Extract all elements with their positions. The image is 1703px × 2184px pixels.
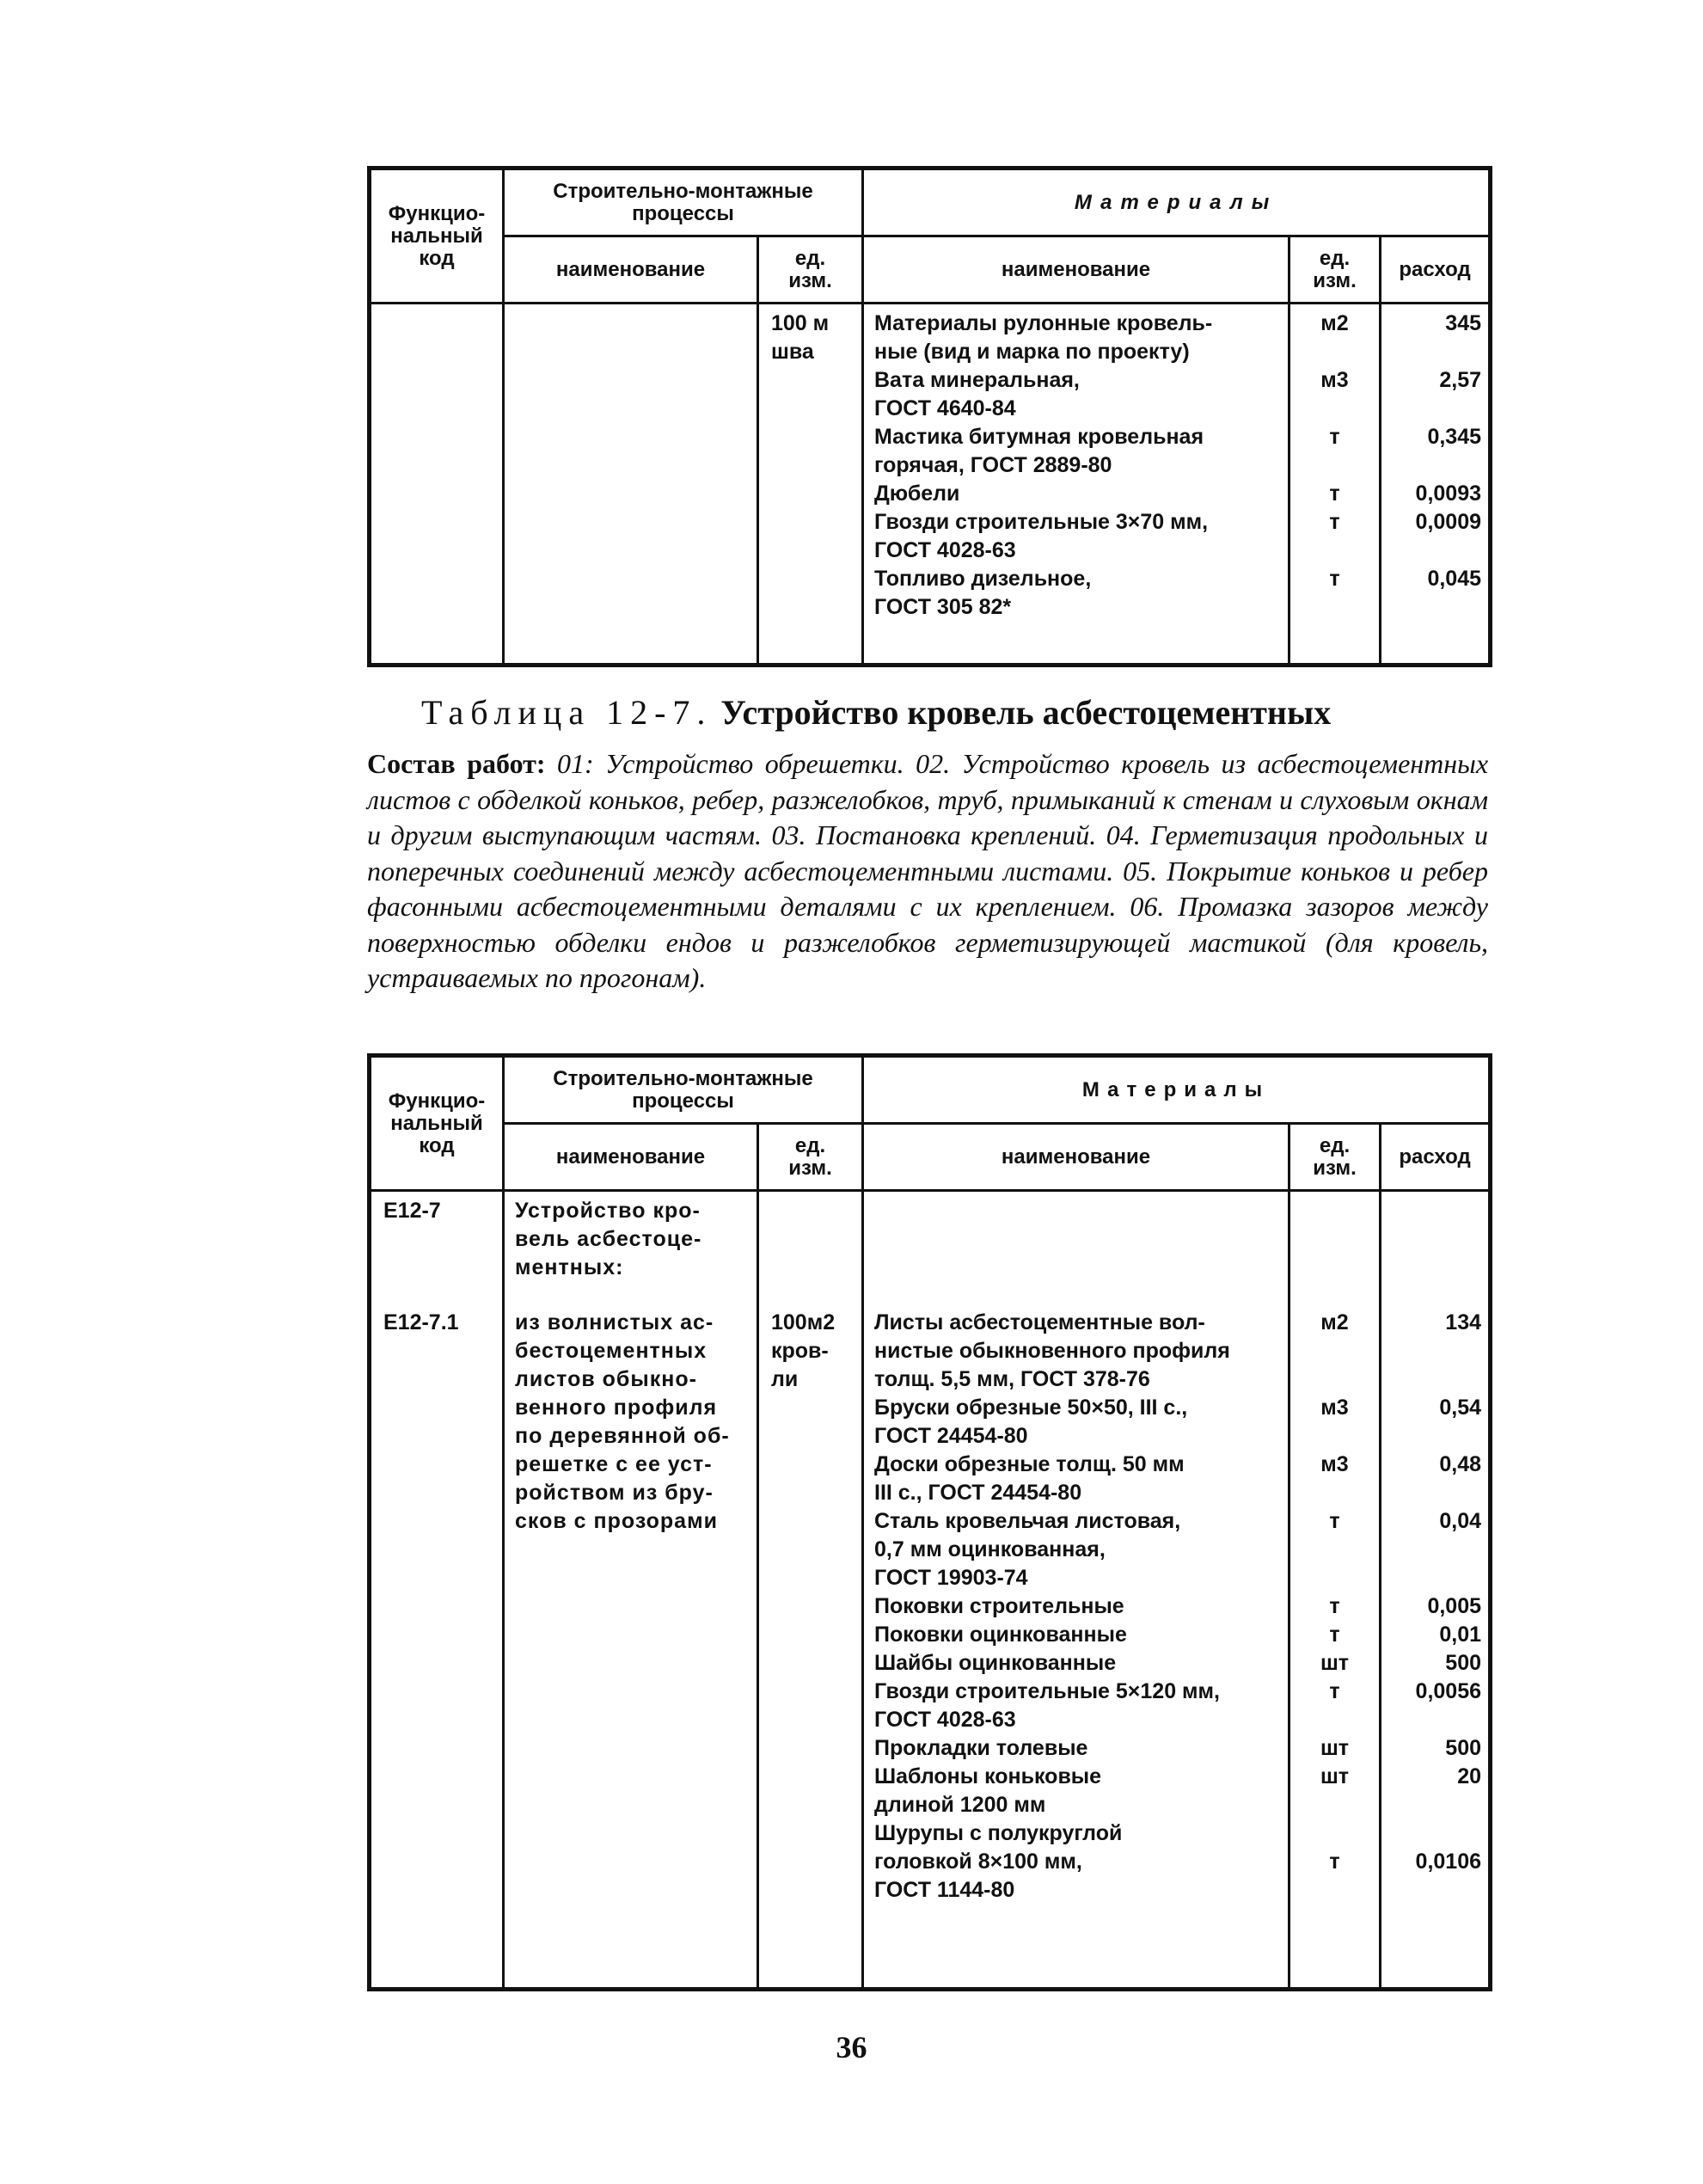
material-unit: м2 bbox=[1320, 1310, 1349, 1334]
material-unit: т bbox=[1329, 1679, 1340, 1703]
material-unit: шт bbox=[1320, 1764, 1350, 1788]
page-number: 36 bbox=[836, 2030, 867, 2064]
material-name: Поковки оцинкованные bbox=[874, 1623, 1127, 1647]
material-name: ГОСТ 24454-80 bbox=[874, 1424, 1028, 1448]
spacer-line bbox=[1392, 1564, 1481, 1592]
material-unit: м3 bbox=[1320, 1396, 1349, 1420]
material-name: ГОСТ 305 82* bbox=[874, 595, 1012, 619]
material-name: III с., ГОСТ 24454-80 bbox=[874, 1481, 1082, 1505]
material-unit: т bbox=[1329, 567, 1340, 591]
spacer-line bbox=[1392, 395, 1481, 423]
process-name: ройством из бру- bbox=[515, 1481, 714, 1505]
material-name: ные (вид и марка по проекту) bbox=[874, 340, 1190, 364]
spacer-line bbox=[1392, 1536, 1481, 1564]
spacer-line bbox=[1290, 1365, 1379, 1394]
material-name: Бруски обрезные 50×50, III с., bbox=[874, 1396, 1188, 1420]
material-qty: 345 bbox=[1445, 311, 1482, 335]
header-code: Функцио- нальный код bbox=[370, 169, 504, 304]
process-unit-cell: 100м2 кров- ли bbox=[758, 1191, 863, 1990]
spacer-line bbox=[1290, 1479, 1379, 1507]
header-code: Функцио- нальный код bbox=[370, 1056, 504, 1191]
material-qty: 0,01 bbox=[1439, 1623, 1482, 1647]
material-name: ГОСТ 1144-80 bbox=[874, 1878, 1015, 1902]
process-unit-cell: 100 м шва bbox=[758, 304, 863, 666]
material-name: ГОСТ 4028-63 bbox=[874, 538, 1016, 562]
material-name-cell bbox=[863, 1191, 1290, 1990]
spacer-line bbox=[1290, 1706, 1379, 1734]
header-process-unit: ед. изм. bbox=[758, 236, 863, 304]
spacer-line bbox=[1290, 338, 1379, 366]
spacer-line bbox=[1290, 451, 1379, 480]
spacer-line bbox=[515, 1282, 748, 1309]
spacer-line bbox=[1392, 451, 1481, 480]
material-qty: 0,48 bbox=[1439, 1452, 1482, 1476]
material-name: Прокладки толевые bbox=[874, 1736, 1088, 1760]
material-qty: 0,345 bbox=[1427, 425, 1482, 449]
material-name: Топливо дизельное, bbox=[874, 567, 1092, 591]
material-name: Вата минеральная, bbox=[874, 368, 1080, 392]
material-qty: 0,045 bbox=[1427, 567, 1482, 591]
material-name: Шурупы с полукруглой bbox=[874, 1821, 1123, 1845]
material-name: Шайбы оцинкованные bbox=[874, 1651, 1117, 1675]
material-name: головкой 8×100 мм, bbox=[874, 1850, 1082, 1874]
process-name: решетке с ее уст- bbox=[515, 1452, 713, 1476]
material-name: Поковки строительные bbox=[874, 1594, 1124, 1618]
material-name: нистые обыкновенного профиля bbox=[874, 1339, 1230, 1363]
spacer-line bbox=[1392, 1197, 1481, 1225]
process-name: бестоцементных bbox=[515, 1339, 708, 1363]
material-name: Доски обрезные толщ. 50 мм bbox=[874, 1452, 1185, 1476]
header-qty: расход bbox=[1381, 1124, 1491, 1191]
header-processes: Строительно-монтажные процессы bbox=[504, 1056, 863, 1124]
section-title: Таблица 12-7. Устройство кровель асбестоцементных bbox=[421, 693, 1332, 732]
material-unit: т bbox=[1329, 1850, 1340, 1874]
material-qty: 500 bbox=[1445, 1651, 1482, 1675]
spacer-line bbox=[1392, 1819, 1481, 1848]
spacer-line bbox=[1290, 1791, 1379, 1819]
material-unit: м3 bbox=[1320, 368, 1349, 392]
material-unit: т bbox=[1329, 425, 1340, 449]
spacer-line bbox=[1290, 1337, 1379, 1365]
spacer-line bbox=[874, 1225, 1281, 1254]
header-processes: Строительно-монтажные процессы bbox=[504, 169, 863, 236]
material-unit: т bbox=[1329, 482, 1340, 506]
spacer-line bbox=[1290, 1225, 1379, 1254]
material-name: толщ. 5,5 мм, ГОСТ 378-76 bbox=[874, 1367, 1150, 1391]
material-unit: шт bbox=[1320, 1651, 1350, 1675]
material-qty: 0,04 bbox=[1439, 1509, 1482, 1533]
material-unit: т bbox=[1329, 1623, 1340, 1647]
header-material-unit: ед. изм. bbox=[1290, 236, 1381, 304]
material-name: Гвозди строительные 5×120 мм, bbox=[874, 1679, 1220, 1703]
header-material-name: наименование bbox=[863, 1124, 1290, 1191]
spacer-line bbox=[1392, 1282, 1481, 1309]
material-name: длиной 1200 мм bbox=[874, 1793, 1046, 1817]
spacer-line bbox=[1290, 1536, 1379, 1564]
material-name-cell bbox=[863, 304, 1290, 666]
spacer-line bbox=[1290, 537, 1379, 565]
process-name: по деревянной об- bbox=[515, 1424, 730, 1448]
material-name: Гвозди строительные 3×70 мм, bbox=[874, 510, 1209, 534]
process-name: листов обыкно- bbox=[515, 1367, 697, 1391]
material-name: Материалы рулонные кровель- bbox=[874, 311, 1213, 335]
header-material-unit: ед. изм. bbox=[1290, 1124, 1381, 1191]
material-name: Дюбели bbox=[874, 482, 960, 506]
material-name: Мастика битумная кровельная bbox=[874, 425, 1204, 449]
spacer-line bbox=[1392, 537, 1481, 565]
material-name: Сталь кровельчая листовая, bbox=[874, 1509, 1181, 1533]
header-material-name: наименование bbox=[863, 236, 1290, 304]
spacer-line bbox=[1392, 1791, 1481, 1819]
spacer-line bbox=[1290, 1254, 1379, 1282]
spacer-line bbox=[1392, 1225, 1481, 1254]
header-materials: Материалы bbox=[863, 169, 1491, 236]
material-unit: м2 bbox=[1320, 311, 1349, 335]
spacer-line bbox=[1290, 593, 1379, 622]
spacer-line bbox=[1290, 1819, 1379, 1848]
code-cell bbox=[370, 304, 504, 666]
material-qty-cell bbox=[1381, 304, 1491, 666]
material-unit: т bbox=[1329, 1594, 1340, 1618]
material-qty: 20 bbox=[1457, 1764, 1482, 1788]
material-qty: 134 bbox=[1445, 1310, 1482, 1334]
spacer-line bbox=[874, 1282, 1281, 1309]
material-qty: 0,005 bbox=[1427, 1594, 1482, 1618]
material-unit: т bbox=[1329, 1509, 1340, 1533]
spacer-line bbox=[1290, 1197, 1379, 1225]
material-qty: 0,0056 bbox=[1415, 1679, 1482, 1703]
material-qty: 2,57 bbox=[1439, 368, 1482, 392]
material-name: 0,7 мм оцинкованная, bbox=[874, 1537, 1106, 1561]
material-unit-cell bbox=[1290, 304, 1381, 666]
header-process-unit: ед. изм. bbox=[758, 1124, 863, 1191]
process-name-cell bbox=[504, 1191, 758, 1990]
process-name: из волнистых ас- bbox=[515, 1310, 714, 1334]
material-name: Шаблоны коньковые bbox=[874, 1764, 1102, 1788]
spacer-line bbox=[1392, 1254, 1481, 1282]
material-qty: 0,0093 bbox=[1415, 482, 1482, 506]
material-unit-cell bbox=[1290, 1191, 1381, 1990]
process-name-cell bbox=[504, 304, 758, 666]
spacer-line bbox=[1392, 593, 1481, 622]
code-cell: Е12-7 Е12-7.1 bbox=[370, 1191, 504, 1990]
materials-table-main bbox=[367, 1053, 1492, 1991]
spacer-line bbox=[1392, 1706, 1481, 1734]
header-materials: Материалы bbox=[863, 1056, 1491, 1124]
spacer-line bbox=[1290, 395, 1379, 423]
process-name: сков с прозорами bbox=[515, 1509, 718, 1533]
material-qty: 0,0009 bbox=[1415, 510, 1482, 534]
material-qty: 0,54 bbox=[1439, 1396, 1482, 1420]
process-group-name: Устройство кро- bbox=[515, 1199, 701, 1223]
spacer-line bbox=[1290, 1876, 1379, 1905]
material-qty: 500 bbox=[1445, 1736, 1482, 1760]
material-qty-cell bbox=[1381, 1191, 1491, 1990]
material-name: Листы асбестоцементные вол- bbox=[874, 1310, 1205, 1334]
work-composition: Состав работ: 01: Устройство обрешетки. 02. Устройство кровель из асбестоцементных листов с обделкой коньков, ребер, разжелобков, труб, примыканий к стенам и слуховым окнам и другим выступающим частям. 03. Постановка креплений. 04. Герметизация продольных и поперечных соединений между асбестоцементными листами. 05. Покрытие коньков и ребер фасонными асбестоцементными деталями с их креплением. 06. Промазка зазоров между поверхностью обделки ендов и разжелобков герметизирующей мастикой (для кровель, устраиваемых по прогонам). bbox=[367, 748, 1489, 993]
spacer-line bbox=[1290, 1422, 1379, 1451]
process-group-name: вель асбестоце- bbox=[515, 1227, 702, 1251]
material-unit: м3 bbox=[1320, 1452, 1349, 1476]
material-name: ГОСТ 19903-74 bbox=[874, 1566, 1028, 1590]
process-group-name: ментных: bbox=[515, 1255, 624, 1279]
material-name: горячая, ГОСТ 2889-80 bbox=[874, 453, 1112, 477]
material-qty: 0,0106 bbox=[1415, 1850, 1482, 1874]
material-name: ГОСТ 4028-63 bbox=[874, 1708, 1016, 1732]
header-qty: расход bbox=[1381, 236, 1491, 304]
spacer-line bbox=[1392, 1479, 1481, 1507]
spacer-line bbox=[1392, 338, 1481, 366]
materials-table-top bbox=[367, 166, 1492, 667]
header-process-name: наименование bbox=[504, 236, 758, 304]
spacer-line bbox=[1392, 1422, 1481, 1451]
spacer-line bbox=[1290, 1282, 1379, 1309]
header-process-name: наименование bbox=[504, 1124, 758, 1191]
spacer-line bbox=[1290, 1564, 1379, 1592]
spacer-line bbox=[1392, 1365, 1481, 1394]
material-name: ГОСТ 4640-84 bbox=[874, 396, 1016, 420]
spacer-line bbox=[874, 1197, 1281, 1225]
process-name: венного профиля bbox=[515, 1396, 718, 1420]
spacer-line bbox=[1392, 1337, 1481, 1365]
material-unit: шт bbox=[1320, 1736, 1350, 1760]
material-unit: т bbox=[1329, 510, 1340, 534]
spacer-line bbox=[874, 1254, 1281, 1282]
spacer-line bbox=[1392, 1876, 1481, 1905]
